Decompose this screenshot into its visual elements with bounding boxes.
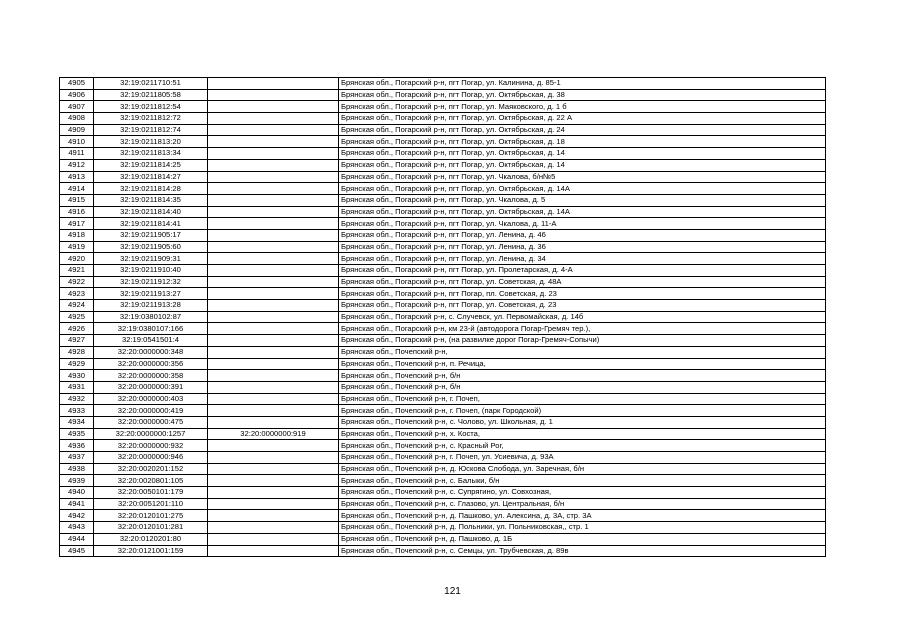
table-row — [60, 241, 826, 253]
address-cell: Брянская обл., Погарский р-н, пгт Погар, ул. Октябрьская, д. 24 — [339, 124, 826, 136]
table-row — [60, 381, 826, 393]
additional-cadastral-number-cell — [208, 533, 339, 545]
row-number-cell: 4912 — [60, 159, 94, 171]
row-number-cell: 4936 — [60, 440, 94, 452]
row-number-cell: 4931 — [60, 381, 94, 393]
row-number-cell: 4929 — [60, 358, 94, 370]
row-number-cell: 4930 — [60, 370, 94, 382]
additional-cadastral-number-cell — [208, 510, 339, 522]
additional-cadastral-number-cell — [208, 463, 339, 475]
table-row — [60, 452, 826, 464]
additional-cadastral-number-cell — [208, 498, 339, 510]
table-row — [60, 171, 826, 183]
row-number-cell: 4941 — [60, 498, 94, 510]
row-number-cell: 4908 — [60, 113, 94, 125]
address-cell: Брянская обл., Почепский р-н, д. Пашково, д. 1Б — [339, 533, 826, 545]
address-cell: Брянская обл., Почепский р-н, с. Супрягино, ул. Совхозная, — [339, 487, 826, 499]
table-row — [60, 113, 826, 125]
additional-cadastral-number-cell — [208, 311, 339, 323]
table-row — [60, 288, 826, 300]
address-cell: Брянская обл., Погарский р-н, пгт Погар, ул. Чкалова, д. 5 — [339, 194, 826, 206]
row-number-cell: 4938 — [60, 463, 94, 475]
cadastral-number-cell: 32:19:0211910:40 — [94, 265, 208, 277]
cadastral-number-cell: 32:20:0020801:105 — [94, 475, 208, 487]
table-row — [60, 487, 826, 499]
cadastral-number-cell: 32:20:0000000:403 — [94, 393, 208, 405]
row-number-cell: 4923 — [60, 288, 94, 300]
cadastral-number-cell: 32:19:0211812:72 — [94, 113, 208, 125]
cadastral-number-cell: 32:19:0211905:60 — [94, 241, 208, 253]
additional-cadastral-number-cell — [208, 358, 339, 370]
additional-cadastral-number-cell — [208, 475, 339, 487]
address-cell: Брянская обл., Погарский р-н, с. Случевск, ул. Первомайская, д. 14б — [339, 311, 826, 323]
address-cell: Брянская обл., Погарский р-н, пгт Погар, ул. Октябрьская, д. 22 А — [339, 113, 826, 125]
table-row — [60, 533, 826, 545]
address-cell: Брянская обл., Погарский р-н, пгт Погар, ул. Ленина, д. 34 — [339, 253, 826, 265]
additional-cadastral-number-cell — [208, 288, 339, 300]
table-row — [60, 159, 826, 171]
row-number-cell: 4926 — [60, 323, 94, 335]
table-row — [60, 206, 826, 218]
additional-cadastral-number-cell — [208, 545, 339, 557]
address-cell: Брянская обл., Почепский р-н, д. Польники, ул. Польниковская,, стр. 1 — [339, 522, 826, 534]
cadastral-number-cell: 32:19:0211814:41 — [94, 218, 208, 230]
address-cell: Брянская обл., Погарский р-н, пгт Погар, ул. Пролетарская, д. 4-А — [339, 265, 826, 277]
additional-cadastral-number-cell — [208, 381, 339, 393]
cadastral-number-cell: 32:19:0211913:27 — [94, 288, 208, 300]
additional-cadastral-number-cell — [208, 405, 339, 417]
cadastral-number-cell: 32:20:0000000:475 — [94, 416, 208, 428]
row-number-cell: 4905 — [60, 78, 94, 90]
address-cell: Брянская обл., Погарский р-н, пгт Погар, ул. Октябрьская, д. 38 — [339, 89, 826, 101]
cadastral-number-cell: 32:20:0000000:358 — [94, 370, 208, 382]
cadastral-number-cell: 32:19:0211814:25 — [94, 159, 208, 171]
table-row — [60, 101, 826, 113]
cadastral-number-cell: 32:20:0000000:932 — [94, 440, 208, 452]
table-row — [60, 89, 826, 101]
row-number-cell: 4945 — [60, 545, 94, 557]
table-row — [60, 346, 826, 358]
additional-cadastral-number-cell — [208, 335, 339, 347]
row-number-cell: 4906 — [60, 89, 94, 101]
address-cell: Брянская обл., Почепский р-н, б/н — [339, 370, 826, 382]
additional-cadastral-number-cell — [208, 171, 339, 183]
table-row — [60, 358, 826, 370]
cadastral-number-cell: 32:19:0211814:40 — [94, 206, 208, 218]
address-cell: Брянская обл., Почепский р-н, г. Почеп, — [339, 393, 826, 405]
additional-cadastral-number-cell — [208, 218, 339, 230]
cadastral-number-cell: 32:20:0120101:275 — [94, 510, 208, 522]
address-cell: Брянская обл., Почепский р-н, с. Чолово, ул. Школьная, д. 1 — [339, 416, 826, 428]
additional-cadastral-number-cell — [208, 522, 339, 534]
address-cell: Брянская обл., Почепский р-н, д. Юскова Слобода, ул. Заречная, б/н — [339, 463, 826, 475]
additional-cadastral-number-cell — [208, 89, 339, 101]
table-row — [60, 124, 826, 136]
cadastral-number-cell: 32:19:0211913:28 — [94, 300, 208, 312]
cadastral-number-cell: 32:19:0541501:4 — [94, 335, 208, 347]
address-cell: Брянская обл., Погарский р-н, пгт Погар, ул. Маяковского, д. 1 б — [339, 101, 826, 113]
additional-cadastral-number-cell — [208, 124, 339, 136]
address-cell: Брянская обл., Почепский р-н, б/н — [339, 381, 826, 393]
cadastral-number-cell: 32:19:0211912:32 — [94, 276, 208, 288]
table-row — [60, 253, 826, 265]
registry-table-body — [60, 78, 826, 557]
table-row — [60, 265, 826, 277]
cadastral-number-cell: 32:20:0000000:348 — [94, 346, 208, 358]
additional-cadastral-number-cell — [208, 136, 339, 148]
row-number-cell: 4917 — [60, 218, 94, 230]
additional-cadastral-number-cell — [208, 253, 339, 265]
cadastral-number-cell: 32:19:0211710:51 — [94, 78, 208, 90]
table-row — [60, 136, 826, 148]
address-cell: Брянская обл., Почепский р-н, — [339, 346, 826, 358]
row-number-cell: 4921 — [60, 265, 94, 277]
table-row — [60, 416, 826, 428]
address-cell: Брянская обл., Почепский р-н, п. Речица, — [339, 358, 826, 370]
table-row — [60, 522, 826, 534]
address-cell: Брянская обл., Погарский р-н, пгт Погар, ул. Ленина, д. 46 — [339, 229, 826, 241]
cadastral-number-cell: 32:20:0000000:419 — [94, 405, 208, 417]
additional-cadastral-number-cell — [208, 393, 339, 405]
additional-cadastral-number-cell — [208, 440, 339, 452]
cadastral-number-cell: 32:20:0051201:110 — [94, 498, 208, 510]
additional-cadastral-number-cell — [208, 206, 339, 218]
row-number-cell: 4935 — [60, 428, 94, 440]
cadastral-number-cell: 32:19:0211909:31 — [94, 253, 208, 265]
row-number-cell: 4910 — [60, 136, 94, 148]
row-number-cell: 4937 — [60, 452, 94, 464]
address-cell: Брянская обл., Погарский р-н, пгт Погар, ул. Октябрьская, д. 14 — [339, 159, 826, 171]
address-cell: Брянская обл., Почепский р-н, с. Красный Рог, — [339, 440, 826, 452]
table-row — [60, 370, 826, 382]
row-number-cell: 4943 — [60, 522, 94, 534]
cadastral-number-cell: 32:19:0211813:20 — [94, 136, 208, 148]
cadastral-number-cell: 32:19:0380102:87 — [94, 311, 208, 323]
row-number-cell: 4942 — [60, 510, 94, 522]
cadastral-number-cell: 32:20:0050101:179 — [94, 487, 208, 499]
additional-cadastral-number-cell — [208, 452, 339, 464]
table-row — [60, 229, 826, 241]
row-number-cell: 4916 — [60, 206, 94, 218]
cadastral-number-cell: 32:19:0211814:28 — [94, 183, 208, 195]
cadastral-number-cell: 32:19:0211812:54 — [94, 101, 208, 113]
additional-cadastral-number-cell — [208, 487, 339, 499]
additional-cadastral-number-cell — [208, 78, 339, 90]
row-number-cell: 4927 — [60, 335, 94, 347]
table-row — [60, 440, 826, 452]
cadastral-number-cell: 32:19:0211805:58 — [94, 89, 208, 101]
cadastral-number-cell: 32:19:0211814:35 — [94, 194, 208, 206]
additional-cadastral-number-cell — [208, 370, 339, 382]
table-row — [60, 183, 826, 195]
additional-cadastral-number-cell — [208, 101, 339, 113]
row-number-cell: 4928 — [60, 346, 94, 358]
additional-cadastral-number-cell — [208, 323, 339, 335]
address-cell: Брянская обл., Погарский р-н, пгт Погар, ул. Чкалова, б/н№5 — [339, 171, 826, 183]
address-cell: Брянская обл., Погарский р-н, км 23-й (автодорога Погар-Гремяч тер.), — [339, 323, 826, 335]
address-cell: Брянская обл., Почепский р-н, с. Семцы, ул. Трубчевская, д. 89в — [339, 545, 826, 557]
row-number-cell: 4919 — [60, 241, 94, 253]
address-cell: Брянская обл., Почепский р-н, х. Коста, — [339, 428, 826, 440]
additional-cadastral-number-cell — [208, 346, 339, 358]
address-cell: Брянская обл., Погарский р-н, пгт Погар, ул. Советская, д. 48А — [339, 276, 826, 288]
row-number-cell: 4920 — [60, 253, 94, 265]
row-number-cell: 4939 — [60, 475, 94, 487]
table-row — [60, 194, 826, 206]
table-row — [60, 311, 826, 323]
row-number-cell: 4914 — [60, 183, 94, 195]
address-cell: Брянская обл., Погарский р-н, пгт Погар, ул. Чкалова, д. 11-А — [339, 218, 826, 230]
cadastral-number-cell: 32:19:0211813:34 — [94, 148, 208, 160]
additional-cadastral-number-cell — [208, 241, 339, 253]
row-number-cell: 4925 — [60, 311, 94, 323]
row-number-cell: 4932 — [60, 393, 94, 405]
cadastral-number-cell: 32:20:0000000:946 — [94, 452, 208, 464]
address-cell: Брянская обл., Почепский р-н, д. Пашково, ул. Алексина, д. 3А, стр. 3А — [339, 510, 826, 522]
table-row — [60, 428, 826, 440]
address-cell: Брянская обл., Почепский р-н, с. Балыки, б/н — [339, 475, 826, 487]
additional-cadastral-number-cell — [208, 113, 339, 125]
table-row — [60, 276, 826, 288]
cadastral-number-cell: 32:20:0120101:281 — [94, 522, 208, 534]
row-number-cell: 4915 — [60, 194, 94, 206]
table-row — [60, 148, 826, 160]
table-row — [60, 545, 826, 557]
additional-cadastral-number-cell — [208, 159, 339, 171]
table-row — [60, 405, 826, 417]
address-cell: Брянская обл., Погарский р-н, пгт Погар, ул. Октябрьская, д. 18 — [339, 136, 826, 148]
cadastral-number-cell: 32:19:0380107:166 — [94, 323, 208, 335]
row-number-cell: 4913 — [60, 171, 94, 183]
additional-cadastral-number-cell — [208, 194, 339, 206]
additional-cadastral-number-cell — [208, 229, 339, 241]
table-row — [60, 463, 826, 475]
row-number-cell: 4922 — [60, 276, 94, 288]
cadastral-number-cell: 32:20:0120201:80 — [94, 533, 208, 545]
address-cell: Брянская обл., Погарский р-н, пгт Погар, ул. Калинина, д. 85-1 — [339, 78, 826, 90]
cadastral-number-cell: 32:19:0211812:74 — [94, 124, 208, 136]
row-number-cell: 4911 — [60, 148, 94, 160]
additional-cadastral-number-cell — [208, 148, 339, 160]
row-number-cell: 4924 — [60, 300, 94, 312]
cadastral-number-cell: 32:20:0121001:159 — [94, 545, 208, 557]
additional-cadastral-number-cell — [208, 416, 339, 428]
table-row — [60, 218, 826, 230]
address-cell: Брянская обл., Погарский р-н, пгт Погар, пл. Советская, д. 23 — [339, 288, 826, 300]
table-row — [60, 393, 826, 405]
additional-cadastral-number-cell: 32:20:0000000:919 — [208, 428, 339, 440]
table-row — [60, 335, 826, 347]
cadastral-number-cell: 32:20:0000000:356 — [94, 358, 208, 370]
address-cell: Брянская обл., Погарский р-н, (на развилке дорог Погар-Гремяч-Сопычи) — [339, 335, 826, 347]
table-row — [60, 78, 826, 90]
cadastral-number-cell: 32:20:0020201:152 — [94, 463, 208, 475]
row-number-cell: 4944 — [60, 533, 94, 545]
cadastral-number-cell: 32:19:0211814:27 — [94, 171, 208, 183]
table-row — [60, 300, 826, 312]
row-number-cell: 4934 — [60, 416, 94, 428]
table-row — [60, 510, 826, 522]
row-number-cell: 4907 — [60, 101, 94, 113]
registry-table — [59, 77, 826, 557]
address-cell: Брянская обл., Погарский р-н, пгт Погар, ул. Советская, д. 23 — [339, 300, 826, 312]
address-cell: Брянская обл., Погарский р-н, пгт Погар, ул. Октябрьская, д. 14А — [339, 183, 826, 195]
additional-cadastral-number-cell — [208, 276, 339, 288]
cadastral-number-cell: 32:20:0000000:1257 — [94, 428, 208, 440]
address-cell: Брянская обл., Почепский р-н, г. Почеп, ул. Усиевича, д. 93А — [339, 452, 826, 464]
row-number-cell: 4918 — [60, 229, 94, 241]
address-cell: Брянская обл., Почепский р-н, г. Почеп, (парк Городской) — [339, 405, 826, 417]
table-row — [60, 323, 826, 335]
address-cell: Брянская обл., Погарский р-н, пгт Погар, ул. Октябрьская, д. 14 — [339, 148, 826, 160]
table-row — [60, 475, 826, 487]
additional-cadastral-number-cell — [208, 183, 339, 195]
row-number-cell: 4940 — [60, 487, 94, 499]
address-cell: Брянская обл., Погарский р-н, пгт Погар, ул. Октябрьская, д. 14А — [339, 206, 826, 218]
address-cell: Брянская обл., Погарский р-н, пгт Погар, ул. Ленина, д. 36 — [339, 241, 826, 253]
row-number-cell: 4933 — [60, 405, 94, 417]
row-number-cell: 4909 — [60, 124, 94, 136]
cadastral-number-cell: 32:20:0000000:391 — [94, 381, 208, 393]
cadastral-number-cell: 32:19:0211905:17 — [94, 229, 208, 241]
page-number: 121 — [444, 586, 461, 597]
table-row — [60, 498, 826, 510]
address-cell: Брянская обл., Почепский р-н, с. Глазово, ул. Центральная, б/н — [339, 498, 826, 510]
additional-cadastral-number-cell — [208, 265, 339, 277]
additional-cadastral-number-cell — [208, 300, 339, 312]
